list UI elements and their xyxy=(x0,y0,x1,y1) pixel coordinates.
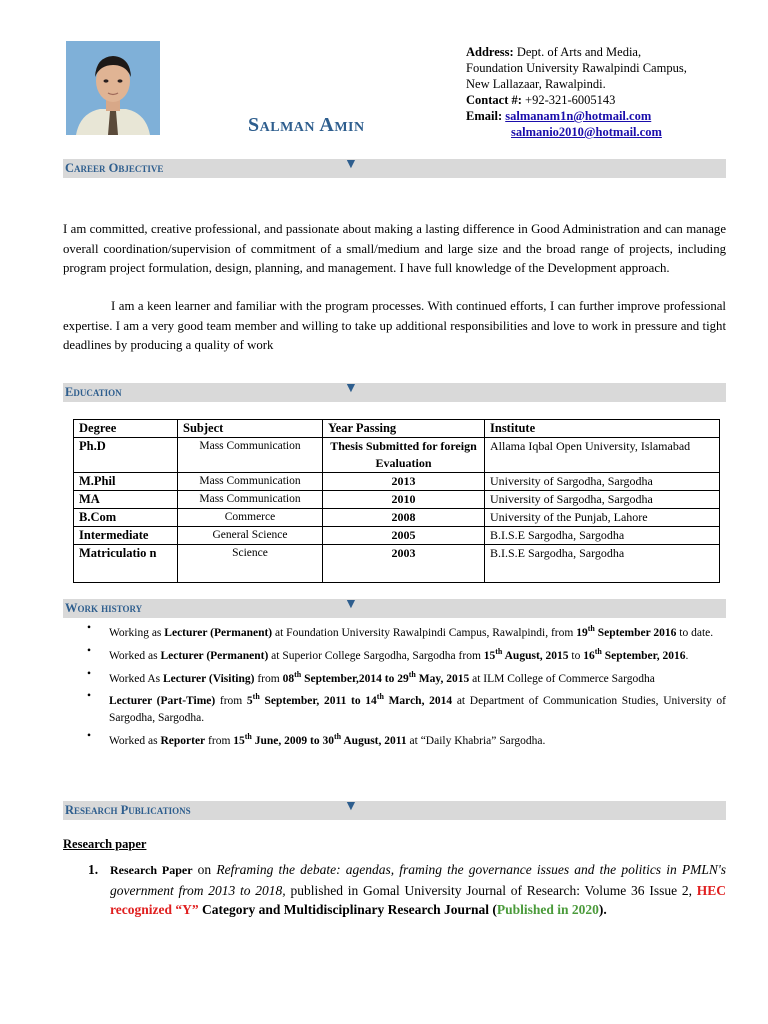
research-item xyxy=(88,860,726,920)
paper-title: Reframing the debate: agendas, framing the governance issues and the politics in PMLN's government from 2013 to 2018, xyxy=(110,862,726,898)
list-item xyxy=(83,620,726,642)
degree-cell: Matriculatio n xyxy=(74,545,178,583)
year-cell: 2005 xyxy=(323,527,485,545)
table-header-row xyxy=(74,420,720,438)
hec-badge: HEC recognized “Y” xyxy=(110,882,726,917)
contact-label: Contact #: xyxy=(466,93,522,107)
address-line: Foundation University Rawalpindi Campus, xyxy=(466,61,687,75)
table-row xyxy=(74,473,720,491)
year-cell: Thesis Submitted for foreign Evaluation xyxy=(323,438,485,473)
position: Lecturer (Visiting) xyxy=(163,672,255,685)
item-number: 1. xyxy=(88,862,99,877)
institute-cell: University of the Punjab, Lahore xyxy=(485,509,720,527)
person-photo-icon xyxy=(66,41,160,135)
text: from xyxy=(254,672,283,685)
address-line: Dept. of Arts and Media, xyxy=(516,45,642,59)
subject-cell: Mass Communication xyxy=(178,473,323,491)
table-row xyxy=(74,527,720,545)
section-work-history xyxy=(63,599,726,618)
paper-label: Research Paper xyxy=(110,863,193,877)
position: Reporter xyxy=(160,735,206,748)
list-item xyxy=(83,728,726,750)
text: ). xyxy=(598,902,607,917)
subject-cell: General Science xyxy=(178,527,323,545)
date: 15 xyxy=(233,735,245,748)
text: from xyxy=(215,695,247,708)
date: August, 2011 xyxy=(341,735,407,748)
subject-cell: Science xyxy=(178,545,323,583)
superscript: th xyxy=(334,732,342,742)
superscript: th xyxy=(244,732,252,742)
superscript: th xyxy=(252,692,260,702)
section-research-publications xyxy=(63,801,726,820)
column-header: Year Passing xyxy=(323,420,485,438)
education-table xyxy=(73,419,720,583)
journal-category: Category and Multidisciplinary Research Journal xyxy=(198,902,489,917)
section-title: Education xyxy=(65,385,122,399)
text: ( xyxy=(489,902,497,917)
subject-cell: Mass Communication xyxy=(178,491,323,509)
contact-block xyxy=(466,44,756,140)
degree-cell: M.Phil xyxy=(74,473,178,491)
email-link[interactable]: salmanio2010@hotmail.com xyxy=(511,125,662,139)
text: at Foundation University Rawalpindi Campus, Rawalpindi, from xyxy=(272,626,577,639)
bullet-icon: • xyxy=(87,644,92,657)
list-item xyxy=(83,643,726,665)
text: Worked as xyxy=(109,649,161,662)
address-line: New Lallazaar, Rawalpindi. xyxy=(466,77,606,91)
text: at ILM College of Commerce Sargodha xyxy=(469,672,655,685)
date: 19 xyxy=(576,626,588,639)
year-cell: 2013 xyxy=(323,473,485,491)
institute-cell: B.I.S.E Sargodha, Sargodha xyxy=(485,527,720,545)
text: at Department of Communication Studies, University of Sargodha, Sargodha. xyxy=(109,695,726,725)
year-cell: 2008 xyxy=(323,509,485,527)
date: June, 2009 to 30 xyxy=(251,735,334,748)
date: August, 2015 xyxy=(502,649,569,662)
contact-number: +92-321-6005143 xyxy=(525,93,616,107)
triangle-down-icon: ▼ xyxy=(344,597,358,612)
email-label: Email: xyxy=(466,109,503,123)
superscript: th xyxy=(587,624,595,633)
text: Worked as xyxy=(109,735,161,748)
list-item xyxy=(83,666,726,688)
published-year: Published in 2020 xyxy=(496,902,599,917)
address-label: Address: xyxy=(466,45,514,59)
degree-cell: Intermediate xyxy=(74,527,178,545)
date: 16 xyxy=(583,649,595,662)
text: . xyxy=(685,649,689,662)
text: on xyxy=(192,862,217,877)
triangle-down-icon: ▼ xyxy=(344,157,358,172)
superscript: th xyxy=(495,646,503,656)
bullet-icon: • xyxy=(87,622,92,634)
date: 08 xyxy=(282,672,295,685)
research-subheading: Research paper xyxy=(63,837,147,851)
date: May, 2015 xyxy=(415,672,470,685)
degree-cell: MA xyxy=(74,491,178,509)
date: September 2016 xyxy=(594,626,677,639)
subject-cell: Mass Communication xyxy=(178,438,323,473)
date: September, 2016 xyxy=(601,649,686,662)
text: to xyxy=(568,649,584,662)
date: September, 2011 to 14 xyxy=(259,695,377,708)
bullet-icon: • xyxy=(87,667,92,680)
institute-cell: B.I.S.E Sargodha, Sargodha xyxy=(485,545,720,583)
position: Lecturer (Permanent) xyxy=(160,649,269,662)
email-link[interactable]: salmanam1n@hotmail.com xyxy=(505,109,652,123)
column-header: Degree xyxy=(74,420,178,438)
position: Lecturer (Permanent) xyxy=(164,626,273,639)
date: March, 2014 xyxy=(383,695,453,708)
text: at “Daily Khabria” Sargodha. xyxy=(406,735,546,748)
profile-photo xyxy=(66,41,160,135)
journal-info: published in Gomal University Journal of Research: Volume 36 Issue 2, xyxy=(285,882,697,898)
column-header: Institute xyxy=(485,420,720,438)
text: at Superior College Sargodha, Sargodha from xyxy=(268,649,484,662)
position: Lecturer (Part-Time) xyxy=(109,695,216,708)
text: Working as xyxy=(109,626,165,639)
date: 15 xyxy=(483,649,496,662)
superscript: th xyxy=(594,646,602,656)
table-row xyxy=(74,438,720,473)
degree-cell: Ph.D xyxy=(74,438,178,473)
institute-cell: University of Sargodha, Sargodha xyxy=(485,491,720,509)
section-career-objective xyxy=(63,159,726,178)
superscript: th xyxy=(294,669,302,679)
career-paragraph-1: I am committed, creative professional, and passionate about making a lasting difference in Good Administration and can manage overall coordination/supervision of commitment of a small/medium and large size and the broad range of projects, including program project formulation, design, planning, and management. I have full knowledge of the Development approach. xyxy=(63,222,726,275)
section-title: Career Objective xyxy=(65,161,164,175)
section-title: Research Publications xyxy=(65,803,191,817)
institute-cell: University of Sargodha, Sargodha xyxy=(485,473,720,491)
bullet-icon: • xyxy=(87,730,92,743)
table-row xyxy=(74,545,720,583)
section-title: Work history xyxy=(65,601,143,615)
text: to date. xyxy=(676,626,714,639)
section-education xyxy=(63,383,726,402)
subject-cell: Commerce xyxy=(178,509,323,527)
text: from xyxy=(205,735,234,748)
superscript: th xyxy=(376,692,384,702)
date: 5 xyxy=(246,695,253,708)
year-cell: 2003 xyxy=(323,545,485,583)
superscript: th xyxy=(408,669,416,679)
table-row xyxy=(74,491,720,509)
career-paragraph-2: I am a keen learner and familiar with the program processes. With continued efforts, I can further improve professional expertise. I am a very good team member and willing to take up additional responsibilities and love to work in pressure and tight deadlines by producing a quality of work xyxy=(63,299,726,352)
triangle-down-icon: ▼ xyxy=(344,381,358,396)
bullet-icon: • xyxy=(87,690,92,703)
degree-cell: B.Com xyxy=(74,509,178,527)
institute-cell: Allama Iqbal Open University, Islamabad xyxy=(485,438,720,473)
list-item xyxy=(83,688,726,727)
triangle-down-icon: ▼ xyxy=(344,799,358,814)
work-history-list xyxy=(83,620,726,751)
candidate-name: Salman Amin xyxy=(248,114,365,136)
table-row xyxy=(74,509,720,527)
date: September,2014 to 29 xyxy=(301,672,409,685)
year-cell: 2010 xyxy=(323,491,485,509)
column-header: Subject xyxy=(178,420,323,438)
text: Worked As xyxy=(109,672,164,685)
